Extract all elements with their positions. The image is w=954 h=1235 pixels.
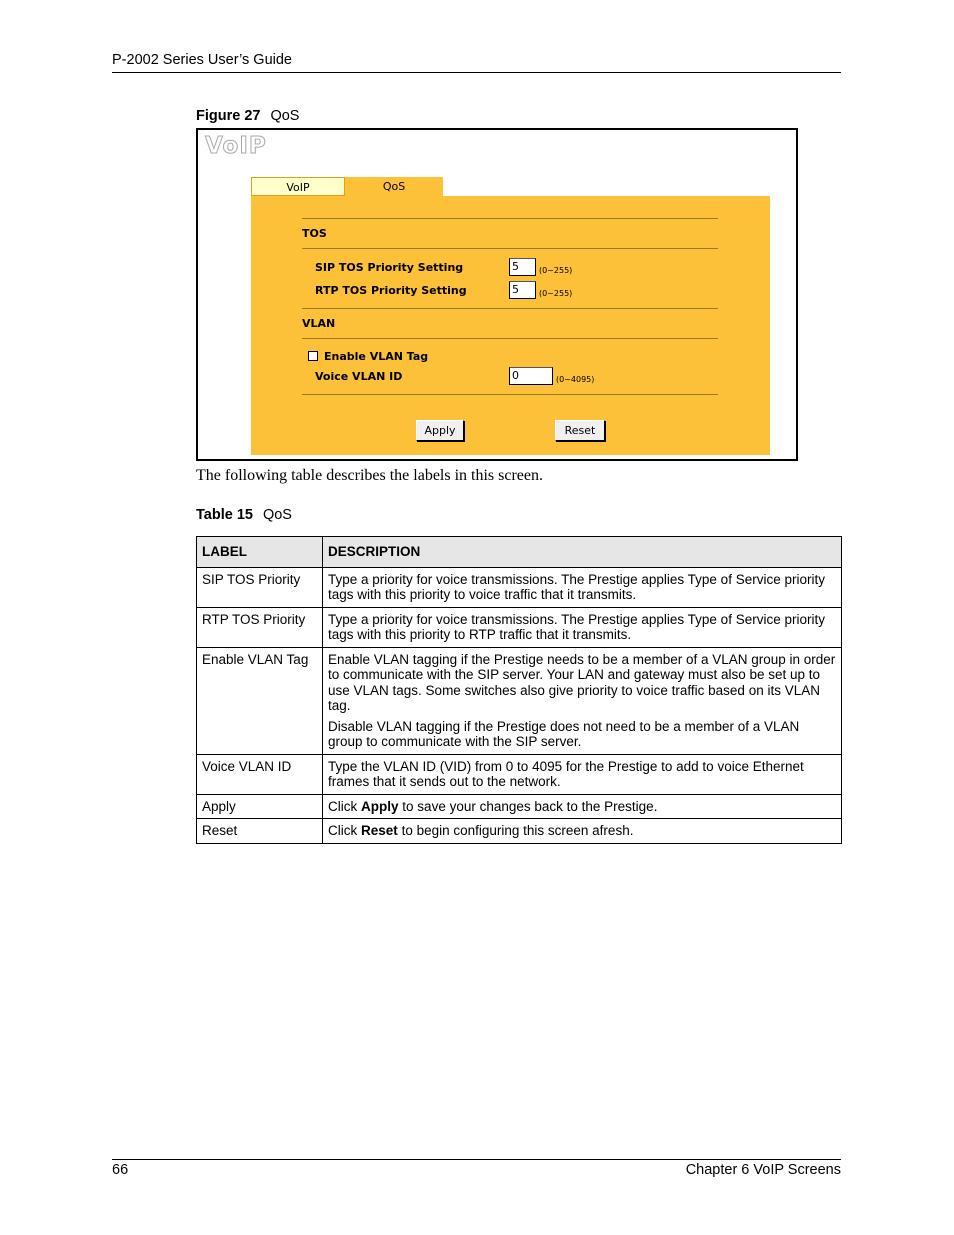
header-description: DESCRIPTION — [323, 537, 842, 568]
page-number: 66 — [112, 1162, 129, 1178]
desc-text: to save your changes back to the Prestige. — [402, 798, 658, 814]
description-table — [196, 536, 842, 844]
voice-vlan-range: (0~4095) — [556, 375, 595, 384]
footer-rule — [112, 1159, 841, 1160]
tab-voip[interactable]: VoIP — [251, 177, 345, 196]
row-description: Type a priority for voice transmissions. The Prestige applies Type of Service priority tags with this priority to voice traffic that it transmits. — [323, 567, 842, 607]
row-description: Type a priority for voice transmissions. The Prestige applies Type of Service priority tags with this priority to RTP traffic that it transmits. — [323, 607, 842, 647]
qos-panel — [251, 196, 770, 455]
rtp-tos-label: RTP TOS Priority Setting — [315, 284, 467, 297]
table-row — [197, 794, 842, 819]
desc-text: Click — [328, 798, 358, 814]
row-description: Type the VLAN ID (VID) from 0 to 4095 for the Prestige to add to voice Ethernet frames that it sends out to the network. — [323, 754, 842, 794]
header-title: P-2002 Series User’s Guide — [112, 52, 292, 68]
table-caption — [196, 507, 292, 523]
row-description — [323, 794, 842, 819]
desc-bold: Reset — [361, 823, 398, 838]
rtp-tos-input[interactable]: 5 — [509, 281, 536, 299]
row-description — [323, 819, 842, 844]
table-row — [197, 567, 842, 607]
table-header-row — [197, 537, 842, 568]
vlan-section-title: VLAN — [302, 317, 336, 330]
desc-bold: Apply — [361, 798, 399, 814]
voice-vlan-input[interactable]: 0 — [509, 367, 553, 385]
row-label: Apply — [197, 794, 323, 819]
enable-vlan-checkbox[interactable] — [308, 351, 318, 361]
row-label: Reset — [197, 819, 323, 844]
figure-caption — [196, 108, 299, 124]
row-description — [323, 647, 842, 754]
table-row — [197, 607, 842, 647]
apply-button[interactable]: Apply — [416, 420, 464, 441]
row-label: SIP TOS Priority — [197, 567, 323, 607]
sip-tos-label: SIP TOS Priority Setting — [315, 261, 464, 274]
qos-screenshot — [196, 128, 798, 461]
table-label: Table 15 — [196, 507, 253, 523]
figure-title: QoS — [270, 108, 300, 124]
figure-label: Figure 27 — [196, 108, 261, 124]
intro-text: The following table describes the labels in this screen. — [196, 467, 544, 484]
chapter-title: Chapter 6 VoIP Screens — [685, 1162, 841, 1178]
rtp-tos-range: (0~255) — [539, 289, 573, 298]
table-row — [197, 819, 842, 844]
row-description-para: Enable VLAN tagging if the Prestige needs to be a member of a VLAN group in order to communicate with the SIP server. Your LAN and gateway must also be set up to use VLAN tags. Some switches also give priority to voice traffic based on its VLAN tag. — [328, 651, 836, 713]
row-label: Voice VLAN ID — [197, 754, 323, 794]
table-row — [197, 754, 842, 794]
reset-button[interactable]: Reset — [555, 420, 605, 441]
divider — [302, 308, 718, 309]
voice-vlan-label: Voice VLAN ID — [315, 370, 403, 383]
divider — [302, 394, 718, 395]
tab-qos[interactable]: QoS — [345, 177, 443, 198]
row-description-para: Disable VLAN tagging if the Prestige does not need to be a member of a VLAN group to communicate with the SIP server. — [328, 718, 800, 749]
tos-section-title: TOS — [302, 227, 327, 240]
table-row — [197, 647, 842, 754]
sip-tos-input[interactable]: 5 — [509, 258, 536, 276]
voip-logo: VoIP — [205, 133, 267, 159]
divider — [302, 248, 718, 249]
table-title: QoS — [262, 507, 292, 523]
desc-text: to begin configuring this screen afresh. — [401, 823, 634, 838]
row-label: Enable VLAN Tag — [197, 647, 323, 754]
sip-tos-range: (0~255) — [539, 266, 573, 275]
divider — [302, 338, 718, 339]
row-label: RTP TOS Priority — [197, 607, 323, 647]
desc-text: Click — [328, 823, 358, 838]
header-label: LABEL — [197, 537, 323, 568]
divider — [302, 218, 718, 219]
header-rule — [112, 72, 841, 73]
enable-vlan-label: Enable VLAN Tag — [324, 350, 429, 363]
